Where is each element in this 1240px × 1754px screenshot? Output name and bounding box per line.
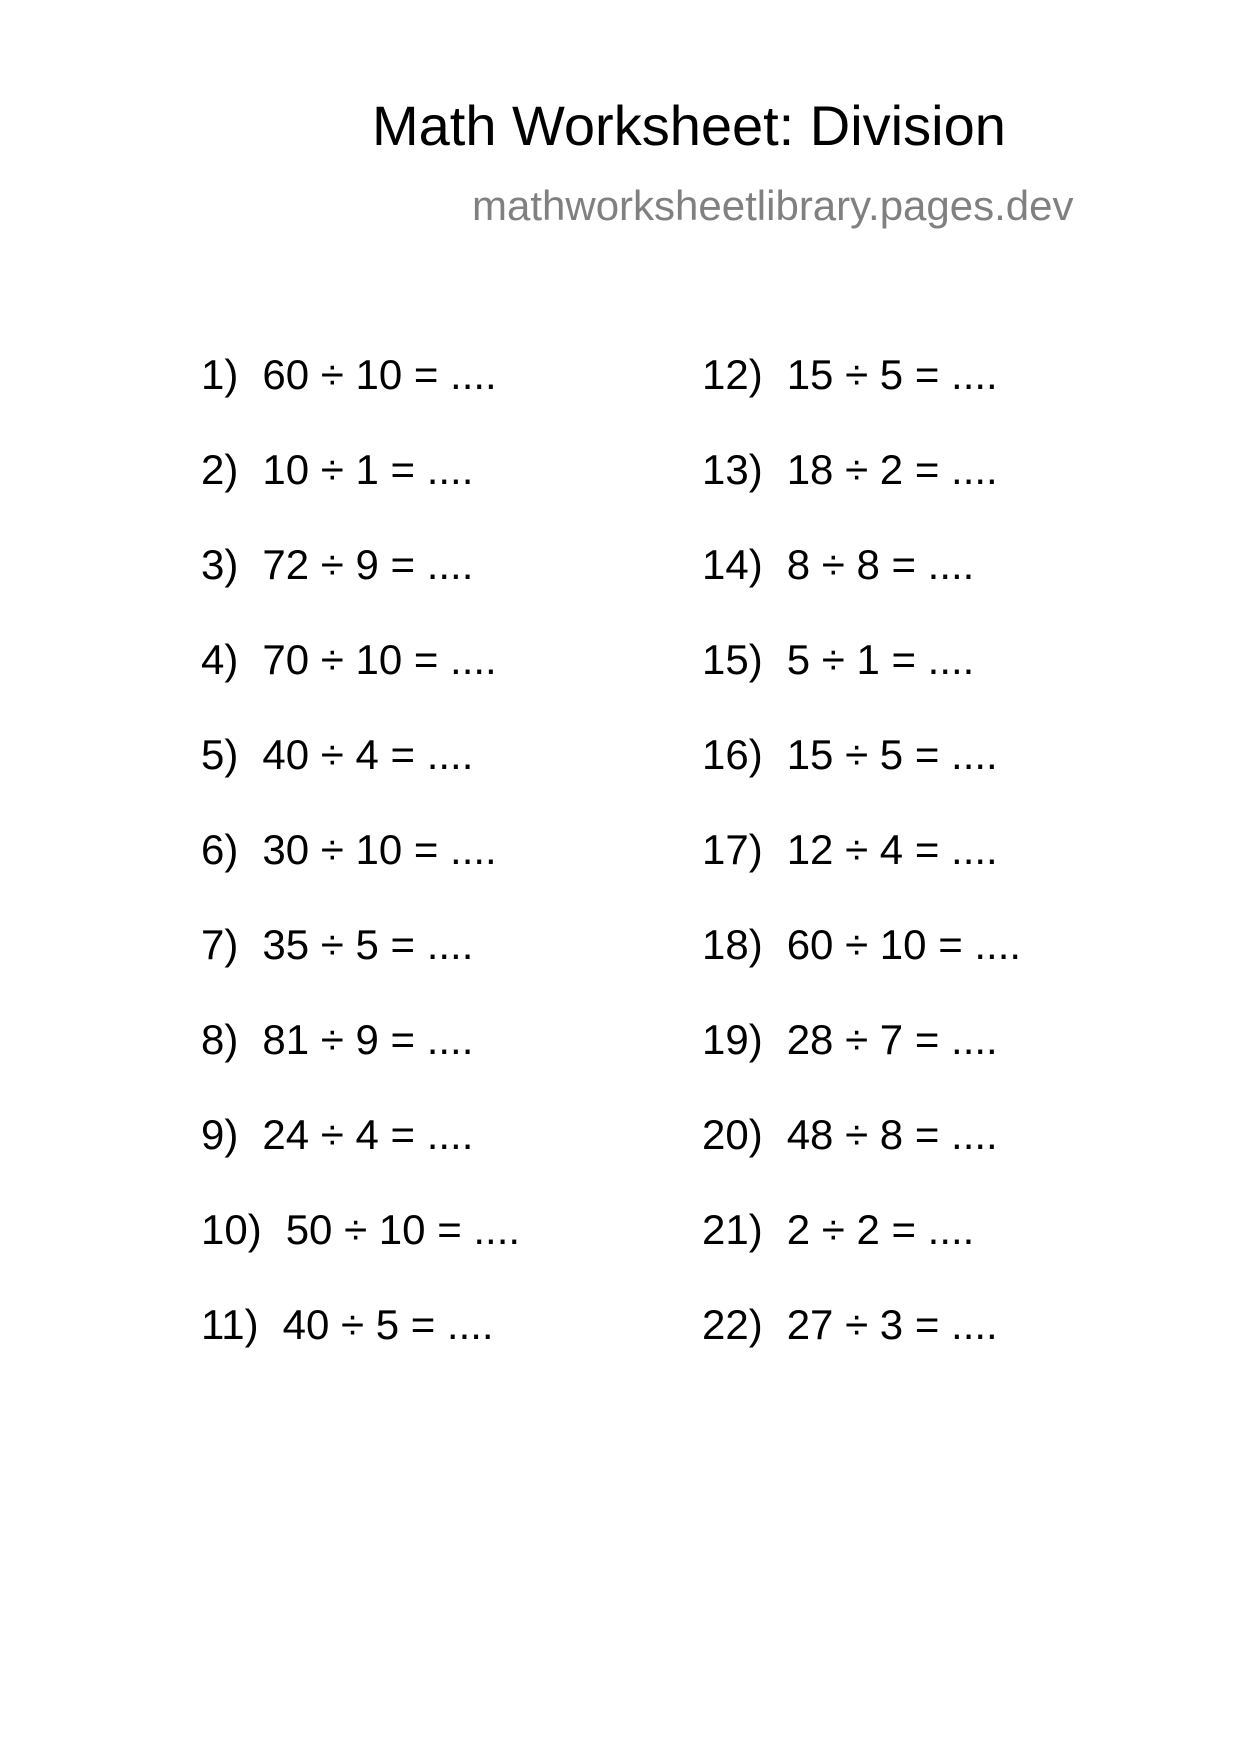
problem-number: 15) [702, 636, 763, 683]
problem-item [201, 635, 520, 730]
problem-number: 7) [201, 921, 239, 968]
problem-expression: 8 ÷ 8 = .... [786, 541, 975, 588]
problem-expression: 30 ÷ 10 = .... [262, 826, 497, 873]
problem-column-left [201, 350, 520, 1395]
problem-expression: 15 ÷ 5 = .... [786, 731, 998, 778]
problem-number: 14) [702, 541, 763, 588]
problem-item [702, 1300, 1021, 1395]
problem-number: 11) [201, 1301, 259, 1348]
problem-item [702, 635, 1021, 730]
problem-expression: 40 ÷ 5 = .... [282, 1301, 494, 1348]
problem-number: 17) [702, 826, 763, 873]
problem-item [201, 920, 520, 1015]
problem-item [201, 1300, 520, 1395]
website-url: mathworksheetlibrary.pages.dev [472, 182, 1074, 229]
problem-expression: 12 ÷ 4 = .... [786, 826, 998, 873]
problem-number: 6) [201, 826, 239, 873]
problem-number: 16) [702, 731, 763, 778]
problem-item [201, 1015, 520, 1110]
problem-number: 18) [702, 921, 763, 968]
problem-item [702, 350, 1021, 445]
problem-expression: 28 ÷ 7 = .... [786, 1016, 998, 1063]
problem-item [702, 1015, 1021, 1110]
problem-column-right [702, 350, 1021, 1395]
problem-item [201, 1110, 520, 1205]
problem-number: 20) [702, 1111, 763, 1158]
problem-expression: 27 ÷ 3 = .... [786, 1301, 998, 1348]
problem-expression: 81 ÷ 9 = .... [262, 1016, 474, 1063]
problem-number: 19) [702, 1016, 763, 1063]
problem-number: 5) [201, 731, 239, 778]
problem-item [201, 350, 520, 445]
problem-expression: 2 ÷ 2 = .... [786, 1206, 975, 1253]
problem-expression: 10 ÷ 1 = .... [262, 446, 474, 493]
problem-expression: 50 ÷ 10 = .... [285, 1206, 521, 1253]
problem-expression: 15 ÷ 5 = .... [786, 351, 998, 398]
problem-number: 22) [702, 1301, 763, 1348]
problem-item [702, 1205, 1021, 1300]
problem-expression: 48 ÷ 8 = .... [786, 1111, 998, 1158]
problem-number: 8) [201, 1016, 239, 1063]
problem-item [201, 825, 520, 920]
problem-number: 2) [201, 446, 239, 493]
problem-item [201, 730, 520, 825]
problem-number: 3) [201, 541, 239, 588]
problem-expression: 72 ÷ 9 = .... [262, 541, 474, 588]
problem-expression: 24 ÷ 4 = .... [262, 1111, 474, 1158]
problem-item [702, 825, 1021, 920]
problem-item [702, 445, 1021, 540]
problem-expression: 40 ÷ 4 = .... [262, 731, 474, 778]
problem-number: 9) [201, 1111, 239, 1158]
problem-number: 21) [702, 1206, 763, 1253]
problem-number: 4) [201, 636, 239, 683]
problem-number: 13) [702, 446, 763, 493]
problem-item [201, 540, 520, 635]
problem-item [702, 920, 1021, 1015]
problem-expression: 35 ÷ 5 = .... [262, 921, 474, 968]
problem-expression: 60 ÷ 10 = .... [786, 921, 1022, 968]
problem-number: 1) [201, 351, 239, 398]
problem-expression: 70 ÷ 10 = .... [262, 636, 497, 683]
problem-item [702, 540, 1021, 635]
problem-item [702, 1110, 1021, 1205]
problem-item [201, 445, 520, 540]
problem-number: 12) [702, 351, 763, 398]
worksheet-title: Math Worksheet: Division [372, 94, 1006, 157]
problem-expression: 18 ÷ 2 = .... [786, 446, 998, 493]
problem-item [702, 730, 1021, 825]
problem-expression: 5 ÷ 1 = .... [786, 636, 975, 683]
problem-number: 10) [201, 1206, 262, 1253]
problem-item [201, 1205, 520, 1300]
problem-expression: 60 ÷ 10 = .... [262, 351, 497, 398]
